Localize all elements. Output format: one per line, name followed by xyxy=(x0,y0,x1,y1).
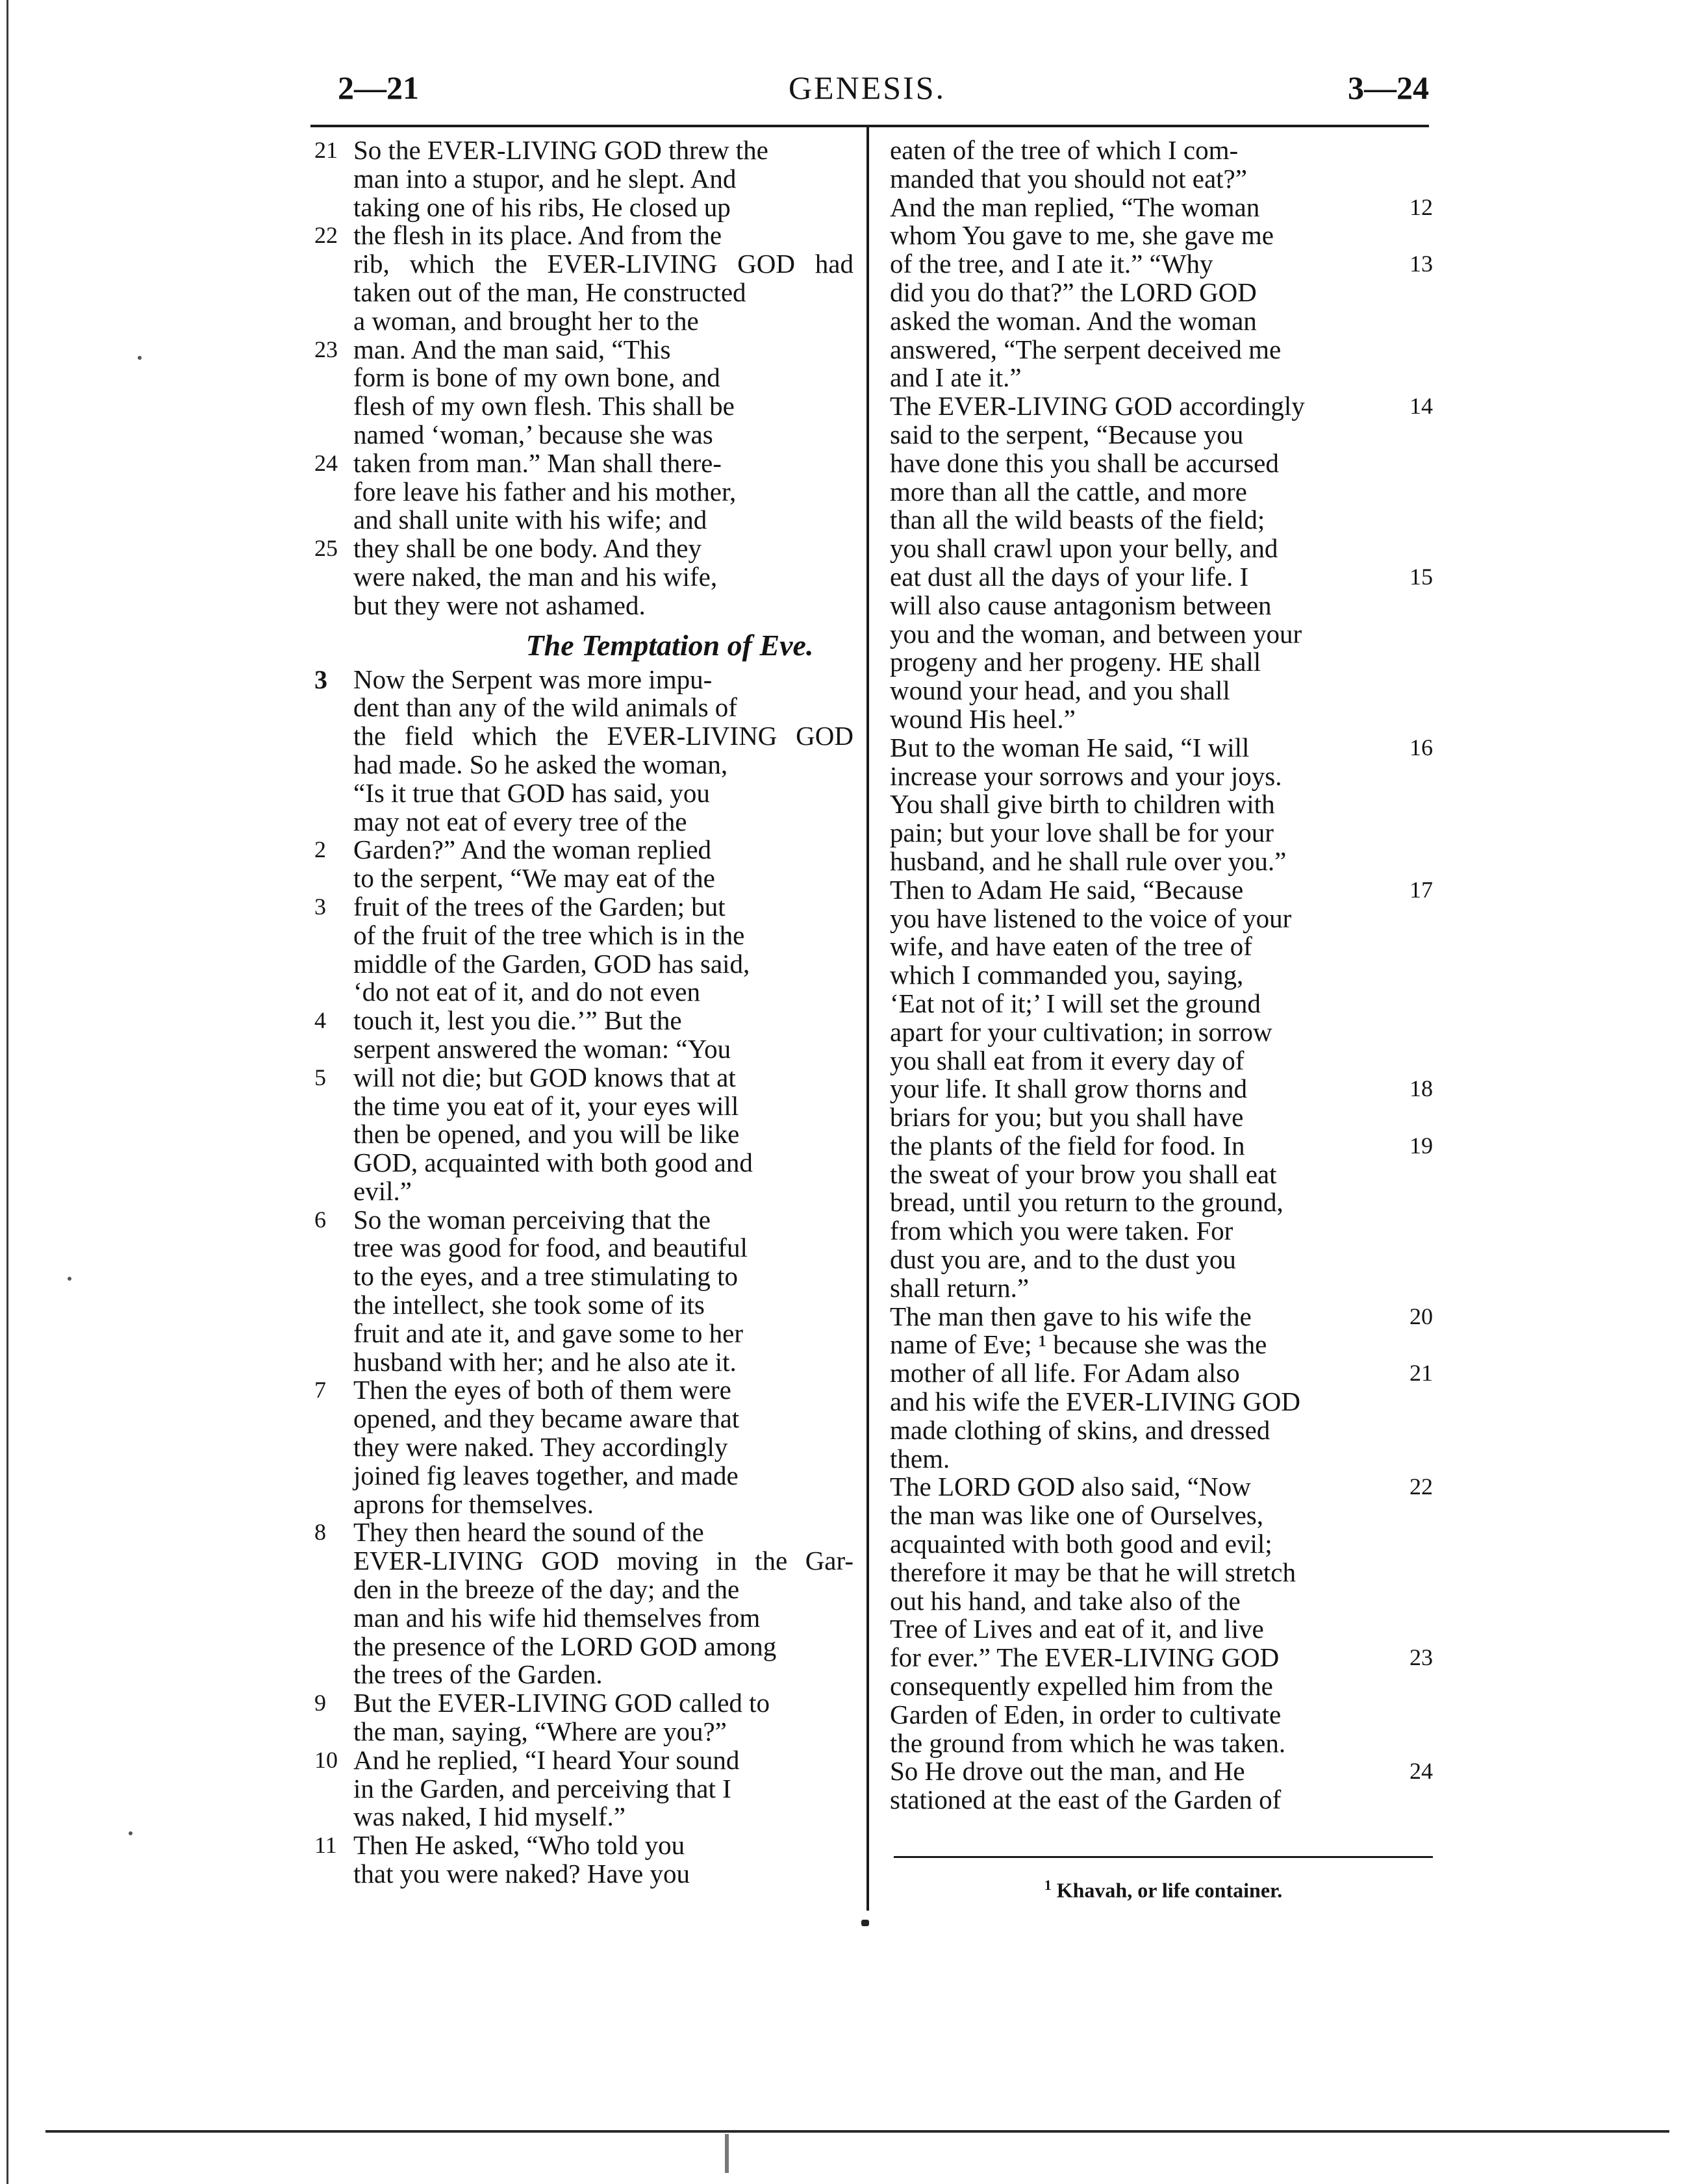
line-text: and shall unite with his wife; and xyxy=(353,505,707,535)
text-line xyxy=(890,1672,1539,1701)
line-text: husband, and he shall rule over you.” xyxy=(890,846,1287,876)
footnote xyxy=(894,1877,1433,1903)
text-line xyxy=(890,194,1539,222)
text-line xyxy=(310,1320,990,1348)
footnote-rule xyxy=(894,1856,1433,1858)
line-text: did you do that?” the LORD GOD xyxy=(890,277,1257,307)
text-line xyxy=(890,1530,1539,1559)
verse-number: 19 xyxy=(1410,1132,1433,1159)
line-text: they were naked. They accordingly xyxy=(353,1432,728,1462)
text-line xyxy=(310,1661,990,1689)
text-line xyxy=(890,1644,1539,1672)
text-line xyxy=(890,364,1539,392)
text-line xyxy=(890,1559,1539,1587)
text-line xyxy=(310,864,990,893)
text-line xyxy=(310,1405,990,1433)
text-line xyxy=(310,1376,990,1405)
line-text: Garden?” And the woman replied xyxy=(353,835,712,865)
verse-number: 5 xyxy=(314,1064,326,1090)
text-line xyxy=(890,847,1539,876)
header-left-reference: 2—21 xyxy=(338,69,419,106)
line-text: opened, and they became aware that xyxy=(353,1403,740,1434)
text-line xyxy=(890,1388,1539,1416)
line-text: made clothing of skins, and dressed xyxy=(890,1414,1271,1445)
text-line xyxy=(310,506,990,534)
text-line xyxy=(890,1757,1539,1786)
line-text: to the eyes, and a tree stimulating to xyxy=(353,1261,739,1292)
line-text: ‘do not eat of it, and do not even xyxy=(353,977,701,1007)
text-line xyxy=(890,1445,1539,1474)
line-text: Then He asked, “Who told you xyxy=(353,1830,685,1861)
text-line xyxy=(310,1718,990,1746)
verse-number: 2 xyxy=(314,836,326,863)
line-text: They then heard the sound of the xyxy=(353,1517,704,1548)
line-text: rib, which the EVER-LIVING GOD had xyxy=(353,249,854,279)
line-text: whom You gave to me, she gave me xyxy=(890,220,1274,251)
line-text: So the woman perceiving that the xyxy=(353,1204,711,1235)
text-line xyxy=(310,165,990,194)
text-line xyxy=(310,1547,990,1575)
line-text: middle of the Garden, GOD has said, xyxy=(353,948,750,979)
scan-speck xyxy=(68,1277,71,1281)
text-line xyxy=(310,136,990,165)
verse-number: 24 xyxy=(1410,1758,1433,1785)
text-line xyxy=(310,836,990,864)
line-text: The EVER-LIVING GOD accordingly xyxy=(890,391,1305,421)
line-text: aprons for themselves. xyxy=(353,1488,594,1519)
line-text: fore leave his father and his mother, xyxy=(353,476,737,507)
line-text: the flesh in its place. And from the xyxy=(353,220,722,251)
verse-number: 11 xyxy=(314,1832,337,1859)
text-line xyxy=(310,1064,990,1092)
text-line xyxy=(310,1092,990,1121)
text-line xyxy=(310,563,990,592)
line-text: than all the wild beasts of the field; xyxy=(890,505,1265,535)
line-text: serpent answered the woman: “You xyxy=(353,1033,731,1064)
text-line xyxy=(890,762,1539,791)
line-text: So the EVER-LIVING GOD threw the xyxy=(353,135,768,165)
line-text: asked the woman. And the woman xyxy=(890,305,1257,336)
line-text: and I ate it.” xyxy=(890,362,1022,393)
line-text: GOD, acquainted with both good and xyxy=(353,1148,753,1178)
line-text: progeny and her progeny. HE shall xyxy=(890,647,1261,677)
text-line xyxy=(310,1490,990,1519)
line-text: the trees of the Garden. xyxy=(353,1659,603,1690)
verse-number: 12 xyxy=(1410,194,1433,220)
page-mark xyxy=(861,1920,869,1926)
line-text: touch it, lest you die.’” But the xyxy=(353,1005,682,1036)
line-text: increase your sorrows and your joys. xyxy=(890,760,1282,791)
line-text: briars for you; but you shall have xyxy=(890,1102,1244,1133)
verse-number: 13 xyxy=(1410,251,1433,277)
verse-number: 3 xyxy=(314,664,327,694)
line-text: flesh of my own flesh. This shall be xyxy=(353,391,735,421)
line-text: the intellect, she took some of its xyxy=(353,1290,705,1320)
text-line xyxy=(890,421,1539,449)
verse-number: 14 xyxy=(1410,393,1433,420)
text-line xyxy=(890,478,1539,507)
text-line xyxy=(310,449,990,478)
verse-number: 25 xyxy=(314,535,338,562)
text-line xyxy=(890,563,1539,592)
line-text: in the Garden, and perceiving that I xyxy=(353,1773,731,1803)
page-header xyxy=(305,69,1429,121)
text-line xyxy=(890,1217,1539,1246)
line-text: eat dust all the days of your life. I xyxy=(890,561,1249,592)
text-line xyxy=(310,779,990,808)
line-text: man. And the man said, “This xyxy=(353,334,671,364)
line-text: “Is it true that GOD has said, you xyxy=(353,777,710,808)
text-line xyxy=(890,165,1539,194)
line-text: Then the eyes of both of them were xyxy=(353,1375,731,1405)
line-text: to the serpent, “We may eat of the xyxy=(353,863,715,894)
line-text: Then to Adam He said, “Because xyxy=(890,874,1244,905)
page-left-edge xyxy=(6,0,8,2184)
text-line xyxy=(310,1860,990,1889)
line-text: and his wife the EVER-LIVING GOD xyxy=(890,1387,1300,1417)
header-right-reference: 3—24 xyxy=(1348,69,1429,106)
line-text: manded that you should not eat?” xyxy=(890,163,1247,194)
line-text: them. xyxy=(890,1443,950,1474)
verse-number: 16 xyxy=(1410,734,1433,760)
text-line xyxy=(890,221,1539,250)
line-text: they shall be one body. And they xyxy=(353,533,702,564)
text-line xyxy=(890,1501,1539,1530)
text-line xyxy=(890,1786,1539,1814)
text-line xyxy=(890,1047,1539,1075)
text-line xyxy=(890,1587,1539,1616)
right-column xyxy=(890,136,1539,1814)
verse-number: 15 xyxy=(1410,563,1433,590)
text-line xyxy=(310,279,990,307)
line-text: you and the woman, and between your xyxy=(890,618,1302,649)
text-line xyxy=(310,666,990,694)
text-line xyxy=(890,790,1539,819)
line-text: taking one of his ribs, He closed up xyxy=(353,192,731,222)
line-text: Now the Serpent was more impu- xyxy=(353,664,713,694)
line-text: which I commanded you, saying, xyxy=(890,960,1244,990)
text-line xyxy=(310,194,990,222)
text-line xyxy=(890,307,1539,336)
text-line xyxy=(890,648,1539,677)
line-text: And he replied, “I heard Your sound xyxy=(353,1744,740,1775)
line-text: dust you are, and to the dust you xyxy=(890,1244,1236,1275)
text-line xyxy=(310,1633,990,1661)
text-line xyxy=(890,620,1539,649)
text-line xyxy=(310,307,990,336)
text-line xyxy=(890,1018,1539,1047)
text-line xyxy=(890,279,1539,307)
text-line xyxy=(310,1462,990,1490)
text-line xyxy=(310,1604,990,1633)
verse-number: 21 xyxy=(1410,1360,1433,1387)
text-line xyxy=(310,421,990,449)
line-text: were naked, the man and his wife, xyxy=(353,561,718,592)
line-text: answered, “The serpent deceived me xyxy=(890,334,1282,364)
book-title: GENESIS. xyxy=(788,69,946,106)
verse-number: 18 xyxy=(1410,1075,1433,1102)
text-line xyxy=(890,449,1539,478)
line-text: more than all the cattle, and more xyxy=(890,476,1247,507)
line-text: And the man replied, “The woman xyxy=(890,192,1260,222)
line-text: Garden of Eden, in order to cultivate xyxy=(890,1699,1282,1729)
line-text: taken from man.” Man shall there- xyxy=(353,447,722,478)
column-divider xyxy=(866,127,869,1911)
line-text: shall return.” xyxy=(890,1272,1030,1303)
text-line xyxy=(890,1246,1539,1274)
text-line xyxy=(890,392,1539,421)
line-text: The man then gave to his wife the xyxy=(890,1301,1252,1331)
text-line xyxy=(310,1831,990,1860)
line-text: named ‘woman,’ because she was xyxy=(353,419,713,449)
text-line xyxy=(310,1120,990,1149)
text-line xyxy=(890,677,1539,705)
line-text: the man, saying, “Where are you?” xyxy=(353,1716,727,1747)
text-line xyxy=(310,1234,990,1262)
text-line xyxy=(310,1775,990,1803)
text-line xyxy=(890,336,1539,364)
line-text: EVER-LIVING GOD moving in the Gar- xyxy=(353,1546,854,1576)
text-line xyxy=(890,136,1539,165)
text-line xyxy=(310,1746,990,1775)
text-line xyxy=(890,1473,1539,1501)
text-line xyxy=(310,1348,990,1377)
text-line xyxy=(890,819,1539,847)
text-line xyxy=(310,1803,990,1831)
line-text: wife, and have eaten of the tree of xyxy=(890,931,1252,962)
verse-number: 7 xyxy=(314,1377,326,1403)
section-heading xyxy=(310,620,990,666)
line-text: that you were naked? Have you xyxy=(353,1859,690,1889)
line-text: will not die; but GOD knows that at xyxy=(353,1062,736,1092)
text-line xyxy=(890,1729,1539,1758)
left-column xyxy=(310,136,990,1889)
verse-number: 17 xyxy=(1410,876,1433,903)
text-line xyxy=(890,1161,1539,1189)
line-text: you shall eat from it every day of xyxy=(890,1045,1245,1075)
verse-number: 3 xyxy=(314,893,326,920)
line-text: eaten of the tree of which I com- xyxy=(890,135,1239,165)
footnote-text: Khavah, or life container. xyxy=(1056,1878,1283,1902)
header-rule xyxy=(310,125,1429,127)
line-text: the man was like one of Ourselves, xyxy=(890,1500,1263,1531)
line-text: may not eat of every tree of the xyxy=(353,806,687,836)
text-line xyxy=(890,506,1539,534)
text-line xyxy=(310,950,990,979)
text-line xyxy=(890,1274,1539,1303)
line-text: wound His heel.” xyxy=(890,703,1076,734)
line-text: will also cause antagonism between xyxy=(890,590,1272,620)
text-line xyxy=(890,1103,1539,1132)
line-text: acquainted with both good and evil; xyxy=(890,1529,1272,1559)
line-text: consequently expelled him from the xyxy=(890,1671,1273,1701)
text-line xyxy=(310,1433,990,1462)
text-line xyxy=(890,592,1539,620)
line-text: but they were not ashamed. xyxy=(353,590,646,620)
verse-number: 22 xyxy=(314,222,338,249)
text-line xyxy=(890,1701,1539,1729)
verse-number: 6 xyxy=(314,1206,326,1233)
verse-number: 10 xyxy=(314,1746,338,1773)
line-text: But the EVER-LIVING GOD called to xyxy=(353,1688,770,1718)
line-text: The LORD GOD also said, “Now xyxy=(890,1472,1251,1502)
section-heading-text: The Temptation of Eve. xyxy=(525,628,814,662)
line-text: the time you eat of it, your eyes will xyxy=(353,1090,739,1121)
line-text: pain; but your love shall be for your xyxy=(890,818,1274,848)
text-line xyxy=(310,1177,990,1206)
line-text: was naked, I hid myself.” xyxy=(353,1801,626,1832)
line-text: from which you were taken. For xyxy=(890,1216,1233,1246)
verse-number: 20 xyxy=(1410,1303,1433,1329)
text-line xyxy=(310,808,990,836)
line-text: apart for your cultivation; in sorrow xyxy=(890,1016,1272,1047)
text-line xyxy=(310,1291,990,1320)
verse-number: 23 xyxy=(1410,1644,1433,1671)
text-line xyxy=(310,1689,990,1718)
line-text: said to the serpent, “Because you xyxy=(890,419,1244,449)
text-line xyxy=(310,392,990,421)
text-line xyxy=(310,1206,990,1235)
text-line xyxy=(890,1359,1539,1388)
text-line xyxy=(310,364,990,392)
text-line xyxy=(310,592,990,620)
text-line xyxy=(310,1149,990,1177)
line-text: out his hand, and take also of the xyxy=(890,1585,1241,1616)
text-line xyxy=(310,336,990,364)
text-line xyxy=(310,694,990,722)
line-text: husband with her; and he also ate it. xyxy=(353,1346,737,1377)
text-line xyxy=(310,922,990,950)
text-line xyxy=(890,1132,1539,1161)
scan-speck xyxy=(129,1831,133,1835)
line-text: fruit of the trees of the Garden; but xyxy=(353,891,726,922)
line-text: den in the breeze of the day; and the xyxy=(353,1574,740,1605)
verse-number: 21 xyxy=(314,137,338,163)
text-line xyxy=(310,534,990,563)
text-line xyxy=(890,1615,1539,1644)
verse-number: 9 xyxy=(314,1690,326,1716)
scan-bottom-edge xyxy=(45,2130,1669,2133)
line-text: you have listened to the voice of your xyxy=(890,903,1292,933)
line-text: joined fig leaves together, and made xyxy=(353,1460,739,1490)
line-text: of the fruit of the tree which is in the xyxy=(353,920,745,950)
line-text: the field which the EVER-LIVING GOD xyxy=(353,721,854,751)
text-line xyxy=(890,250,1539,279)
line-text: ‘Eat not of it;’ I will set the ground xyxy=(890,988,1261,1018)
line-text: fruit and ate it, and gave some to her xyxy=(353,1318,743,1348)
text-line xyxy=(890,876,1539,905)
line-text: dent than any of the wild animals of xyxy=(353,692,737,723)
text-line xyxy=(310,1575,990,1604)
text-line xyxy=(890,990,1539,1018)
line-text: your life. It shall grow thorns and xyxy=(890,1073,1247,1104)
line-text: evil.” xyxy=(353,1175,412,1206)
line-text: wound your head, and you shall xyxy=(890,675,1230,706)
line-text: Tree of Lives and eat of it, and live xyxy=(890,1614,1264,1644)
line-text: then be opened, and you will be like xyxy=(353,1119,740,1149)
line-text: So He drove out the man, and He xyxy=(890,1756,1245,1787)
line-text: You shall give birth to children with xyxy=(890,789,1275,820)
line-text: form is bone of my own bone, and xyxy=(353,362,720,393)
line-text: taken out of the man, He constructed xyxy=(353,277,746,307)
text-line xyxy=(310,1007,990,1035)
text-line xyxy=(890,961,1539,990)
text-line xyxy=(310,978,990,1007)
line-text: But to the woman He said, “I will xyxy=(890,732,1250,762)
text-line xyxy=(310,751,990,779)
line-text: have done this you shall be accursed xyxy=(890,447,1279,478)
line-text: man and his wife hid themselves from xyxy=(353,1602,761,1633)
line-text: a woman, and brought her to the xyxy=(353,305,699,336)
line-text: bread, until you return to the ground, xyxy=(890,1187,1283,1218)
line-text: of the tree, and I ate it.” “Why xyxy=(890,249,1213,279)
text-line xyxy=(310,221,990,250)
line-text: the ground from which he was taken. xyxy=(890,1727,1286,1758)
text-line xyxy=(890,534,1539,563)
text-line xyxy=(310,478,990,507)
line-text: name of Eve; ¹ because she was the xyxy=(890,1329,1267,1360)
text-line xyxy=(890,705,1539,734)
text-line xyxy=(890,1075,1539,1103)
text-line xyxy=(890,1303,1539,1331)
text-line xyxy=(310,250,990,279)
text-line xyxy=(890,734,1539,762)
line-text: therefore it may be that he will stretch xyxy=(890,1557,1296,1587)
line-text: you shall crawl upon your belly, and xyxy=(890,533,1278,564)
text-line xyxy=(890,1188,1539,1217)
line-text: stationed at the east of the Garden of xyxy=(890,1785,1282,1815)
line-text: tree was good for food, and beautiful xyxy=(353,1233,748,1263)
line-text: the presence of the LORD GOD among xyxy=(353,1631,777,1661)
text-line xyxy=(310,1262,990,1291)
text-line xyxy=(890,933,1539,961)
scan-notch xyxy=(725,2134,729,2173)
verse-number: 22 xyxy=(1410,1474,1433,1500)
text-line xyxy=(310,1518,990,1547)
text-line xyxy=(890,1331,1539,1359)
text-line xyxy=(310,1035,990,1064)
text-line xyxy=(890,1416,1539,1445)
verse-number: 8 xyxy=(314,1519,326,1546)
line-text: man into a stupor, and he slept. And xyxy=(353,163,737,194)
line-text: had made. So he asked the woman, xyxy=(353,749,728,779)
text-line xyxy=(890,905,1539,933)
line-text: the sweat of your brow you shall eat xyxy=(890,1159,1277,1189)
verse-number: 23 xyxy=(314,336,338,362)
line-text: for ever.” The EVER-LIVING GOD xyxy=(890,1642,1280,1673)
line-text: mother of all life. For Adam also xyxy=(890,1358,1240,1388)
footnote-marker: 1 xyxy=(1044,1877,1052,1893)
text-line xyxy=(310,893,990,922)
text-line xyxy=(310,722,990,751)
scan-speck xyxy=(138,356,142,360)
line-text: the plants of the field for food. In xyxy=(890,1130,1245,1161)
verse-number: 4 xyxy=(314,1007,326,1034)
verse-number: 24 xyxy=(314,449,338,476)
